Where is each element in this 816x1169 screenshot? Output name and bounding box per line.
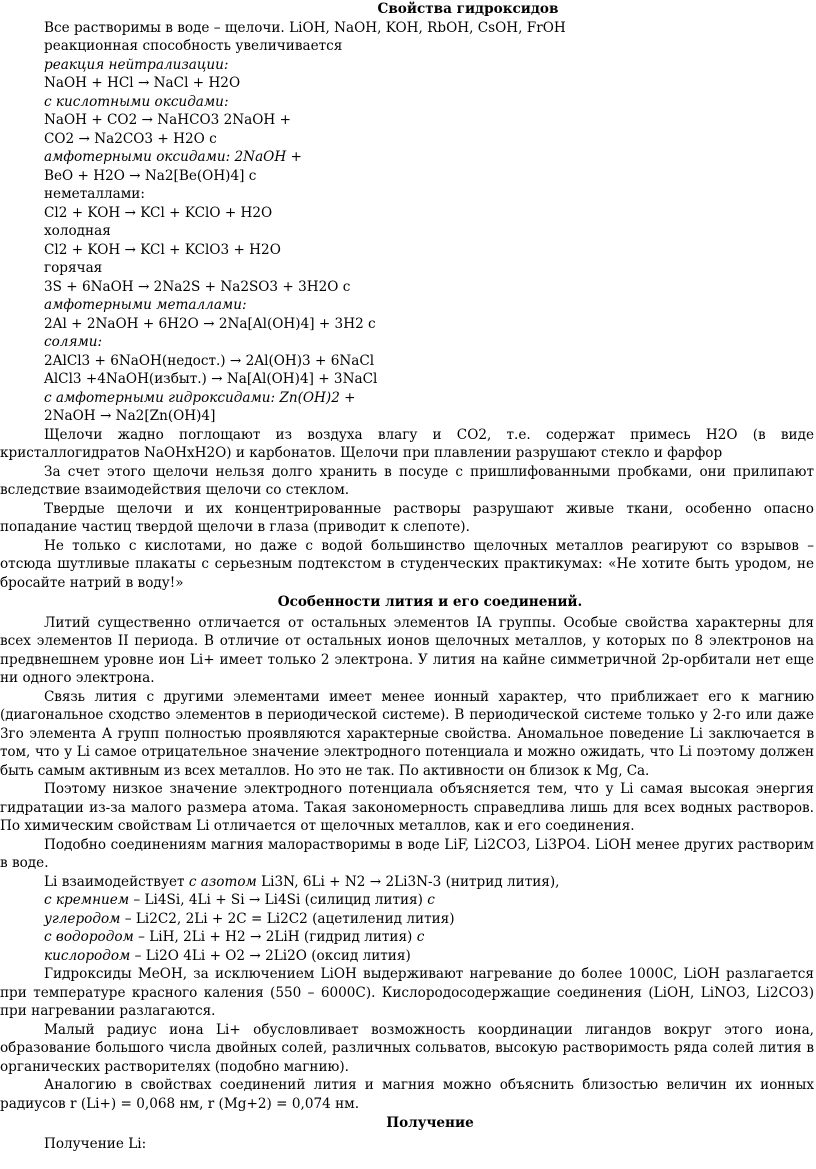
reaction-reagent: кислородом: [44, 947, 131, 964]
text-line: 3S + 6NaOH → 2Na2S + Na2SO3 + 3H2O с: [44, 278, 351, 295]
reaction-reagent: с водородом: [44, 929, 134, 945]
lithium-reactions: [0, 873, 816, 966]
paragraph: Не только с кислотами, но даже с водой большинство щелочных металлов реагируют со взрывов – отсюда шутливые плакаты с серьезным подтекстом в студенческих практикумах: «Не хотите быть уродом, не бросайте натрий в воду!»: [0, 537, 814, 591]
lithium-paragraphs: [0, 614, 816, 873]
reaction-reagent: с азотом: [188, 873, 257, 890]
final-paragraphs: [0, 965, 816, 1113]
reaction-line: [44, 947, 816, 966]
text-line: AlCl3 +4NaOH(избыт.) → Na[Al(OH)4] + 3NaCl: [44, 371, 378, 387]
paragraph: Твердые щелочи и их концентрированные растворы разрушают живые ткани, особенно опасно попадание частиц твердой щелочи в глаза (приводит к слепоте).: [0, 500, 814, 535]
reaction-text: – Li2C2, 2Li + 2C = Li2C2 (ацетиленид лития): [120, 910, 455, 927]
text-line: 2AlCl3 + 6NaOH(недост.) → 2Al(OH)3 + 6NaCl: [44, 352, 375, 369]
alkali-paragraphs: [0, 426, 816, 593]
paragraph: За счет этого щелочи нельзя долго хранить в посуде с пришлифованными пробками, они прилипают вследствие взаимодействия щелочи со стеклом.: [0, 463, 814, 498]
page-title: Свойства гидроксидов: [377, 1, 559, 17]
section-heading-lithium: Особенности лития и его соединений.: [277, 594, 583, 610]
reaction-line: [44, 873, 816, 892]
text-line: 2NaOH → Na2[Zn(OH)4]: [44, 408, 216, 424]
reaction-text: – Li2O 4Li + O2 → 2Li2O (оксид лития): [130, 947, 411, 964]
text-line: CO2 → Na2CO3 + H2O с: [44, 130, 217, 147]
paragraph: Литий существенно отличается от остальных элементов IA группы. Особые свойства характерны для всех элементов II периода. В отличие от остальных ионов щелочных металлов, у которых по 8 электронов на предвнешнем уровне ион Li+ имеет только 2 электрона. У лития на кайне симметричной 2р-орбитали нет еще ни одного электрона.: [0, 614, 814, 686]
paragraph: Малый радиус иона Li+ обусловливает возможность координации лигандов вокруг этого иона, образование большого числа двойных солей, различных сольватов, высокую растворимость ряда солей лития в органических растворителях (подобно магнию).: [0, 1021, 814, 1075]
reaction-tail: с: [427, 892, 435, 908]
reaction-tail: с: [416, 929, 425, 945]
text-line: BeO + H2O → Na2[Be(OH)4] с: [44, 167, 257, 184]
text-line: NaOH + HCl → NaCl + H2O: [44, 75, 241, 91]
text-line: холодная: [44, 223, 111, 239]
section-heading-production: Получение: [386, 1115, 474, 1131]
paragraph: Связь лития с другими элементами имеет менее ионный характер, что приближает его к магнию (диагональное сходство элементов в периодической системе). В периодической системе только у 2-го или даже 3го элемента А групп полностью проявляются характерные свойства. Аномальное поведение Li заключается в том, что у Li самое отрицательное значение электродного потенциала и можно ожидать, что Li поэтому должен быть самым активным из всех металлов. Но это не так. По активности он близок к Mg, Ca.: [0, 688, 814, 779]
text-line: амфотерными металлами:: [44, 297, 247, 313]
reaction-text: – LiH, 2Li + H2 → 2LiH (гидрид лития): [133, 929, 417, 945]
text-line: NaOH + CO2 → NaHCO3 2NaOH +: [44, 112, 291, 128]
text-line: Cl2 + KOH → KCl + KClO3 + H2O: [44, 241, 281, 258]
reaction-line: [44, 910, 816, 929]
reaction-pre: Li взаимодействует: [44, 873, 189, 890]
text-line: Все растворимы в воде – щелочи. LiOH, NaOH, KOH, RbOH, CsOH, FrOH: [44, 19, 566, 36]
paragraph: Щелочи жадно поглощают из воздуха влагу и CO2, т.е. содержат примесь H2O (в виде кристаллогидратов NaOHxH2O) и карбонатов. Щелочи при плавлении разрушают стекло и фарфор: [0, 426, 814, 461]
reaction-line: [44, 928, 816, 947]
paragraph: Подобно соединениям магния малорастворимы в воде LiF, Li2CO3, Li3PO4. LiOH менее других растворим в воде.: [0, 836, 814, 871]
reaction-reagent: углеродом: [44, 910, 121, 927]
text-line: с амфотерными гидроксидами: Zn(OH)2 +: [44, 389, 356, 406]
text-line: реакция нейтрализации:: [44, 56, 229, 73]
text-line: неметаллами:: [44, 186, 145, 202]
paragraph: Гидроксиды MeOH, за исключением LiOH выдерживают нагревание до более 1000C, LiOH разлагается при температуре красного каления (550 – 6000C). Кислородосодержащие соединения (LiOH, LiNO3, Li2CO3) при нагревании разлагаются.: [0, 966, 814, 1019]
text-line: горячая: [44, 260, 103, 276]
text-line: реакционная способность увеличивается: [44, 38, 343, 54]
text-line: 2Al + 2NaOH + 6H2O → 2Na[Al(OH)4] + 3H2 с: [44, 315, 376, 332]
reaction-text: – Li4Si, 4Li + Si → Li4Si (силицид лития): [129, 892, 428, 908]
chem-lines: [0, 19, 816, 426]
text-line: Cl2 + KOH → KCl + KClO + H2O: [44, 204, 273, 221]
text-line: солями:: [44, 334, 103, 350]
reaction-reagent: с кремнием: [44, 892, 130, 908]
text-line: с кислотными оксидами:: [44, 93, 229, 110]
paragraph: Аналогию в свойствах соединений лития и магния можно объяснить близостью величин их ионных радиусов r (Li+) = 0,068 нм, r (Mg+2) = 0,074 нм.: [0, 1077, 814, 1112]
text-line: Получение Li:: [44, 1135, 147, 1152]
reaction-text: Li3N, 6Li + N2 → 2Li3N-3 (нитрид лития),: [256, 873, 560, 890]
reaction-line: [44, 891, 816, 910]
text-line: амфотерными оксидами: 2NaOH +: [44, 149, 302, 165]
paragraph: Поэтому низкое значение электродного потенциала объясняется тем, что у Li самая высокая энергия гидратации из-за малого размера атома. Такая закономерность справедлива лишь для всех водных растворов. По химическим свойствам Li отличается от щелочных металлов, как и его соединения.: [0, 781, 814, 834]
